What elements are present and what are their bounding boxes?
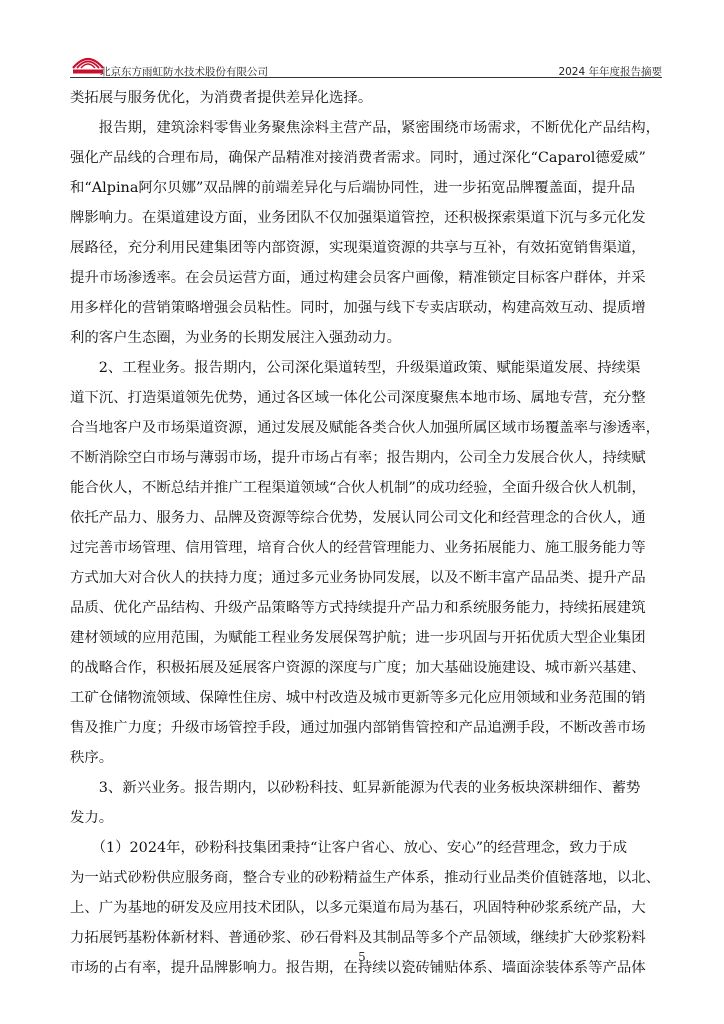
text-line: 类拓展与服务优化，为消费者提供差异化选择。 xyxy=(70,90,373,106)
text-line: 市场的占有率，提升品牌影响力。报告期，在持续以瓷砖铺贴体系、墙面涂装体系等产品体 xyxy=(70,960,646,976)
text-line: （1）2024年，砂粉科技集团秉持“让客户省心、放心、安心”的经营理念，致力于成 xyxy=(70,840,627,856)
text-line: 秩序。 xyxy=(70,750,114,766)
text-line: 利的客户生态圈，为业务的长期发展注入强劲动力。 xyxy=(70,330,401,346)
text-line: 为一站式砂粉供应服务商，整合专业的砂粉精益生产体系，推动行业品类价值链落地，以北、 xyxy=(70,870,661,886)
text-line: 报告期，建筑涂料零售业务聚焦涂料主营产品，紧密围绕市场需求，不断优化产品结构， xyxy=(70,120,661,136)
report-title: 2024 年年度报告摘要 xyxy=(558,66,662,78)
text-line: 和“Alpina阿尔贝娜”双品牌的前端差异化与后端协同性，进一步拓宽品牌覆盖面，提升品 xyxy=(70,180,636,196)
text-line: 过完善市场管理、信用管理，培育合伙人的经营管理能力、业务拓展能力、施工服务能力等 xyxy=(70,540,646,556)
text-line: 道下沉、打造渠道领先优势，通过各区域一体化公司深度聚焦本地市场、属地专营，充分整 xyxy=(70,390,646,406)
text-line: 的战略合作，积极拓展及延展客户资源的深度与广度；加大基础设施建设、城市新兴基建、 xyxy=(70,660,646,676)
text-line: 2、工程业务。报告期内，公司深化渠道转型，升级渠道政策、赋能渠道发展、持续渠 xyxy=(70,360,641,376)
text-line: 售及推广力度；升级市场管控手段，通过加强内部销售管控和产品追溯手段，不断改善市场 xyxy=(70,720,646,736)
text-line: 3、新兴业务。报告期内，以砂粉科技、虹昇新能源为代表的业务板块深耕细作、蓄势 xyxy=(70,780,641,796)
text-line: 力拓展钙基粉体新材料、普通砂浆、砂石骨料及其制品等多个产品领域，继续扩大砂浆粉料 xyxy=(70,930,646,946)
text-line: 发力。 xyxy=(70,810,114,826)
text-line: 方式加大对合伙人的扶持力度；通过多元业务协同发展，以及不断丰富产品品类、提升产品 xyxy=(70,570,646,586)
document-body xyxy=(70,83,662,983)
text-line: 品质、优化产品结构、升级产品策略等方式持续提升产品力和系统服务能力，持续拓展建筑 xyxy=(70,600,646,616)
text-line: 牌影响力。在渠道建设方面，业务团队不仅加强渠道管控，还积极探索渠道下沉与多元化发 xyxy=(70,210,646,226)
text-line: 不断消除空白市场与薄弱市场，提升市场占有率；报告期内，公司全力发展合伙人，持续赋 xyxy=(70,450,646,466)
text-line: 工矿仓储物流领域、保障性住房、城中村改造及城市更新等多元化应用领域和业务范围的销 xyxy=(70,690,646,706)
text-line: 合当地客户及市场渠道资源，通过发展及赋能各类合伙人加强所属区域市场覆盖率与渗透率， xyxy=(70,420,661,436)
text-line: 建材领域的应用范围，为赋能工程业务发展保驾护航；进一步巩固与开拓优质大型企业集团 xyxy=(70,630,646,646)
text-line: 提升市场渗透率。在会员运营方面，通过构建会员客户画像，精准锁定目标客户群体，并采 xyxy=(70,270,646,286)
text-line: 用多样化的营销策略增强会员粘性。同时，加强与线下专卖店联动，构建高效互动、提质增 xyxy=(70,300,646,316)
header-divider xyxy=(70,77,662,78)
text-line: 能合伙人，不断总结并推广工程渠道领域“合伙人机制”的成功经验，全面升级合伙人机制， xyxy=(70,480,646,496)
text-line: 上、广为基地的研发及应用技术团队，以多元渠道布局为基石，巩固特种砂浆系统产品，大 xyxy=(70,900,646,916)
text-line: 强化产品线的合理布局，确保产品精准对接消费者需求。同时，通过深化“Caparol德爱威” xyxy=(70,150,646,166)
page-header xyxy=(70,52,662,78)
company-name: 北京东方雨虹防水技术股份有限公司 xyxy=(100,66,268,78)
text-line: 依托产品力、服务力、品牌及资源等综合优势，发展认同公司文化和经营理念的合伙人，通 xyxy=(70,510,646,526)
text-line: 展路径，充分利用民建集团等内部资源，实现渠道资源的共享与互补，有效拓宽销售渠道， xyxy=(70,240,646,256)
page-number: 5 xyxy=(358,950,366,964)
